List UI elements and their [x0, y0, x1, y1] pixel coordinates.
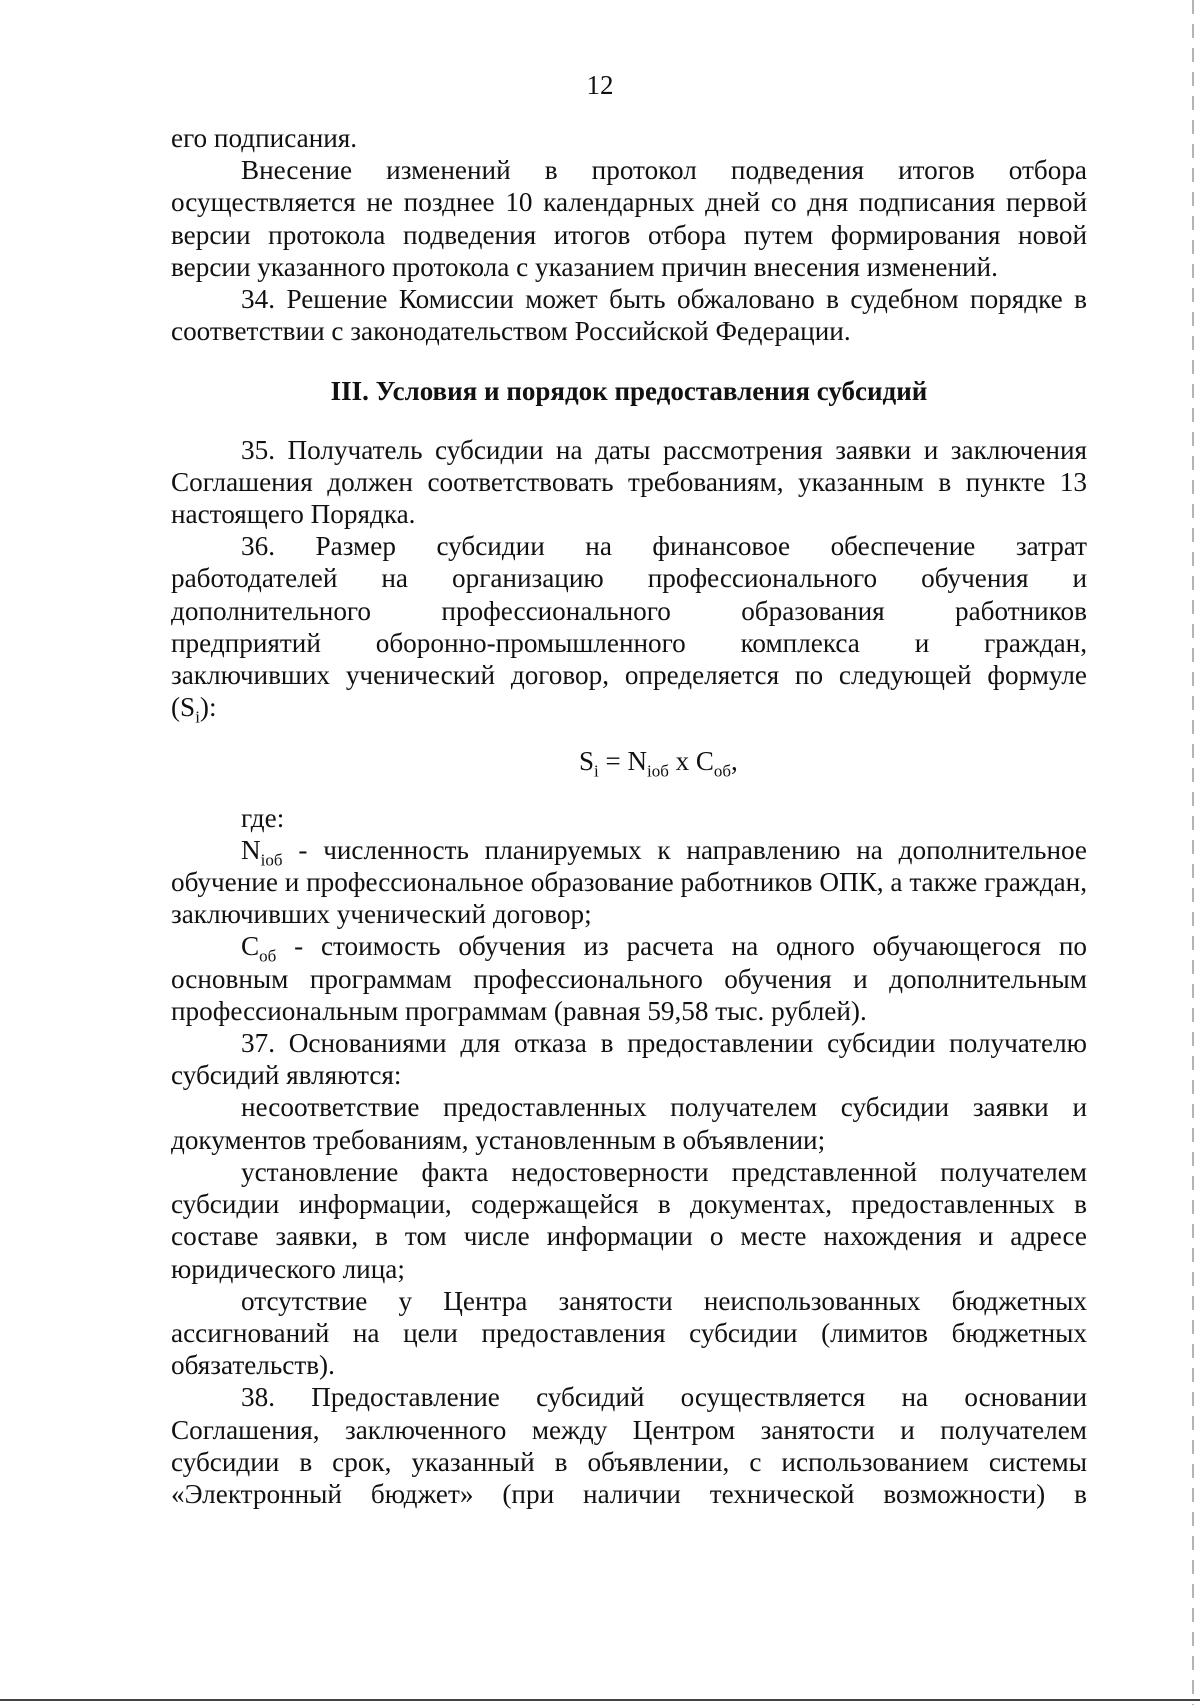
refusal-ground-2: установление факта недостоверности представленной получателем субсидии информации, содержащейся в документах, предоставленных в составе заявки, в том числе информации о месте нахождения и адресе юридического лица; — [171, 1156, 1087, 1284]
document-body — [171, 122, 1087, 1510]
paragraph-36-line-symbol: $(S_i)$: — [171, 692, 217, 727]
paragraph-36 — [171, 530, 1087, 727]
where-label: где: — [241, 802, 285, 833]
subsidy-formula: $S_i = N_{iоб}$ x $C_{об}$, — [579, 746, 738, 781]
paragraph-36-line: дополнительного профессионального образования работников — [171, 595, 1087, 626]
paragraph-35: 35. Получатель субсидии на даты рассмотрения заявки и заключения Соглашения должен соответствовать требованиям, указанным в пункте 13 настоящего Порядка. — [171, 434, 1087, 530]
paragraph-36-line: 36. Размер субсидии на финансовое обеспечение затрат — [241, 531, 1087, 562]
paragraph-continuation: его подписания. — [171, 123, 358, 153]
paragraph-36-line: работодателей на организацию профессионального обучения и — [171, 563, 1087, 594]
scan-edge-bottom — [0, 1699, 1200, 1701]
paragraph-protocol-changes: Внесение изменений в протокол подведения итогов отбора осуществляется не позднее 10 календарных дней со дня подписания первой версии протокола подведения итогов отбора путем формирования новой версии указанного протокола с указанием причин внесения изменений. — [171, 155, 1087, 282]
paragraph-38: 38. Предоставление субсидий осуществляется на основании Соглашения, заключенного между Центром занятости и получателем субсидии в срок, указанный в объявлении, с использованием системы «Электронный бюджет» (при наличии технической возможности) в — [171, 1382, 1087, 1509]
paragraph-36-line: предприятий оборонно-промышленного комплекса и граждан, — [171, 627, 1087, 658]
paragraph-34: 34. Решение Комиссии может быть обжаловано в судебном порядке в соответствии с законодательством Российской Федерации. — [171, 284, 1087, 347]
definition-n: $N_{iоб}$ - численность планируемых к направлению на дополнительное обучение и профессиональное образование работников ОПК, а также граждан, заключивших ученический договор; — [171, 834, 1087, 930]
section-heading: III. Условия и порядок предоставления субсидий — [330, 376, 928, 407]
paragraph-37: 37. Основаниями для отказа в предоставлении субсидии получателю субсидий являются: — [171, 1028, 1087, 1091]
scan-edge-right — [1192, 0, 1194, 1705]
definition-c: $C_{об}$ - стоимость обучения из расчета на одного обучающегося по основным программам профессионального обучения и дополнительным профессиональным программам (равная 59,58 тыс. рублей). — [171, 931, 1087, 1026]
refusal-ground-3: отсутствие у Центра занятости неиспользованных бюджетных ассигнований на цели предоставления субсидии (лимитов бюджетных обязательств). — [171, 1285, 1087, 1381]
page-number: 12 — [586, 70, 614, 100]
paragraph-36-line: заключивших ученический договор, определяется по следующей формуле — [171, 660, 1087, 691]
refusal-ground-1: несоответствие предоставленных получателем субсидии заявки и документов требованиям, установленным в объявлении; — [171, 1092, 1087, 1155]
